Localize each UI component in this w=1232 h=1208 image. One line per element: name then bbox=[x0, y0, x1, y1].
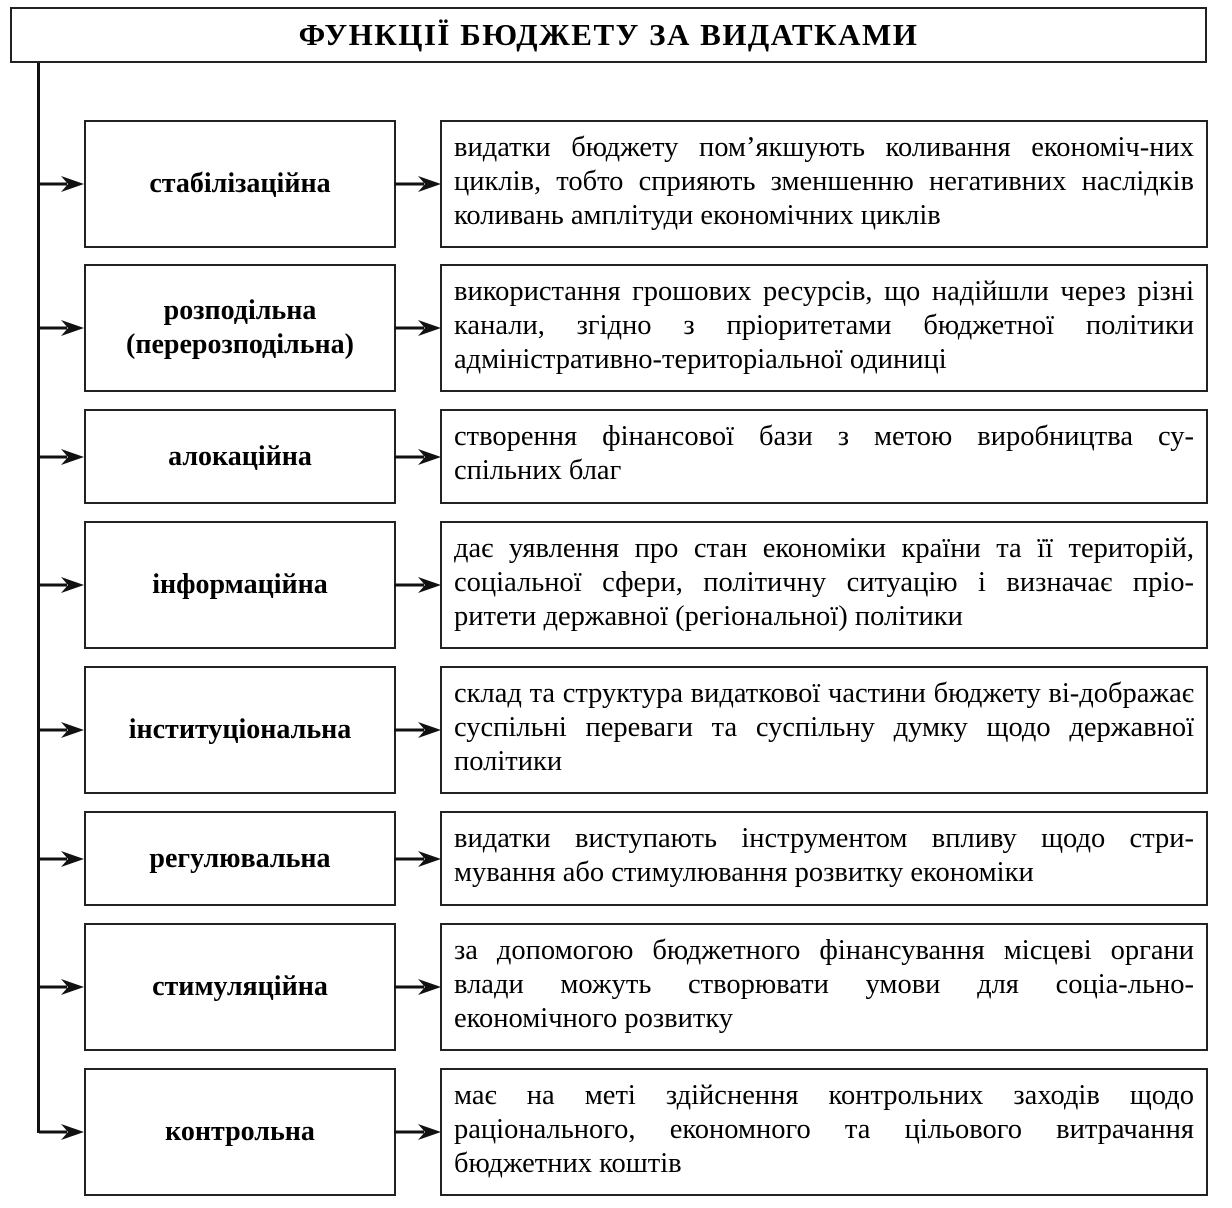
function-description: має на меті здійснення контрольних заходів щодо раціонального, економного та цільового витрачання бюджетних коштів bbox=[440, 1068, 1208, 1196]
function-name: стимуляційна bbox=[84, 923, 396, 1051]
branch-arrow-icon bbox=[39, 977, 85, 997]
function-description: видатки бюджету пом’якшують коливання економіч-них циклів, тобто сприяють зменшенню негативних наслідків коливань амплітуди економічних циклів bbox=[440, 120, 1208, 248]
function-row bbox=[0, 811, 1232, 906]
function-name: регулювальна bbox=[84, 811, 396, 906]
connector-arrow-icon bbox=[394, 174, 442, 194]
function-name: інституціональна bbox=[84, 666, 396, 794]
function-name: контрольна bbox=[84, 1068, 396, 1196]
function-name: інформаційна bbox=[84, 521, 396, 649]
function-description: за допомогою бюджетного фінансування місцеві органи влади можуть створювати умови для соціа-льно-економічного розвитку bbox=[440, 923, 1208, 1051]
branch-arrow-icon bbox=[39, 849, 85, 869]
function-row bbox=[0, 666, 1232, 794]
function-row bbox=[0, 409, 1232, 504]
connector-arrow-icon bbox=[394, 849, 442, 869]
function-row bbox=[0, 521, 1232, 649]
function-description: використання грошових ресурсів, що надійшли через різні канали, згідно з пріоритетами бюджетної політики адміністративно-територіальної одиниці bbox=[440, 264, 1208, 392]
function-description: склад та структура видаткової частини бюджету ві-дображає суспільні переваги та суспільну думку щодо державної політики bbox=[440, 666, 1208, 794]
function-description: дає уявлення про стан економіки країни та її територій, соціальної сфери, політичну ситуацію і визначає пріо-ритети державної (регіональної) політики bbox=[440, 521, 1208, 649]
diagram-title: ФУНКЦІЇ БЮДЖЕТУ ЗА ВИДАТКАМИ bbox=[10, 7, 1207, 63]
connector-arrow-icon bbox=[394, 575, 442, 595]
function-name: розподільна (перерозподільна) bbox=[84, 264, 396, 392]
function-row bbox=[0, 264, 1232, 392]
function-row bbox=[0, 120, 1232, 248]
connector-arrow-icon bbox=[394, 447, 442, 467]
branch-arrow-icon bbox=[39, 720, 85, 740]
branch-arrow-icon bbox=[39, 174, 85, 194]
connector-arrow-icon bbox=[394, 720, 442, 740]
connector-arrow-icon bbox=[394, 977, 442, 997]
function-name: алокаційна bbox=[84, 409, 396, 504]
function-description: видатки виступають інструментом впливу щодо стри-мування або стимулювання розвитку економіки bbox=[440, 811, 1208, 906]
function-name: стабілізаційна bbox=[84, 120, 396, 248]
branch-arrow-icon bbox=[39, 318, 85, 338]
function-description: створення фінансової бази з метою виробництва су-спільних благ bbox=[440, 409, 1208, 504]
connector-arrow-icon bbox=[394, 318, 442, 338]
function-row bbox=[0, 923, 1232, 1051]
branch-arrow-icon bbox=[39, 1122, 85, 1142]
branch-arrow-icon bbox=[39, 575, 85, 595]
branch-arrow-icon bbox=[39, 447, 85, 467]
function-row bbox=[0, 1068, 1232, 1196]
connector-arrow-icon bbox=[394, 1122, 442, 1142]
